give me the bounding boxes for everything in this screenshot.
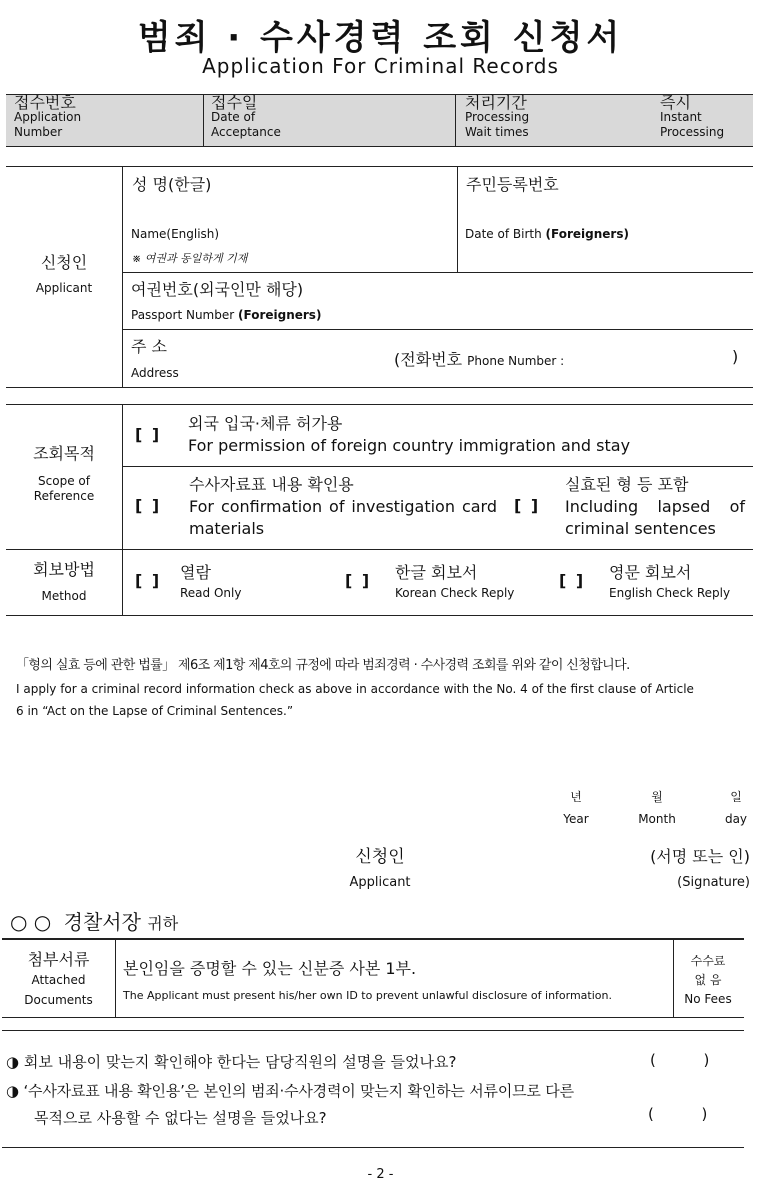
statement-english-2: 6 in “Act on the Lapse of Criminal Sentences.” xyxy=(16,704,294,718)
scope-option-lapsed-checkbox[interactable]: [ ] xyxy=(514,496,541,515)
page-title: 범죄 · 수사경력 조회 신청서 xyxy=(137,18,624,58)
statement-korean: 「형의 실효 등에 관한 법률」 제6조 제1항 제4호의 규정에 따라 범죄경력 · 수사경력 조회를 위와 같이 신청합니다. xyxy=(16,658,630,673)
scope-option-immigration: 외국 입국·체류 허가용 For permission of foreign country immigration and stay xyxy=(188,414,631,455)
method-read-only: 열람 Read Only xyxy=(180,563,242,600)
date-month[interactable]: 월 Month xyxy=(638,790,676,826)
method-english-reply: 영문 회보서 English Check Reply xyxy=(609,563,731,600)
scope-label: 조회목적 Scope of Reference xyxy=(33,444,95,503)
page-number: - 2 - xyxy=(367,1167,394,1182)
scope-option-immigration-checkbox[interactable]: [ ] xyxy=(135,425,162,444)
phone-label: (전화번호 Phone Number : xyxy=(394,350,565,369)
registration-number-field[interactable]: 주민등록번호 Date of Birth (Foreigners) xyxy=(465,175,629,241)
page-subtitle: Application For Criminal Records xyxy=(202,54,559,78)
method-korean-reply-checkbox[interactable]: [ ] xyxy=(345,571,372,590)
receipt-date-cell[interactable]: 접수일 Date of Acceptance xyxy=(211,93,281,139)
check-item-2: ◑ ‘수사자료표 내용 확인용’은 본인의 범죄·수사경력이 맞는지 확인하는 서류이므로 다른 목적으로 사용할 수 없다는 설명을 들었나요? xyxy=(6,1082,574,1127)
receipt-header-row xyxy=(6,94,753,146)
processing-period-cell: 처리기간 Processing Wait times xyxy=(465,93,530,139)
attachment-doc-ko: 본인임을 증명할 수 있는 신분증 사본 1부. xyxy=(123,959,417,978)
scope-option-investigation: 수사자료표 내용 확인용 For confirmation of investigation card materials xyxy=(189,475,497,538)
scope-option-investigation-checkbox[interactable]: [ ] xyxy=(135,496,162,515)
passport-en-label: Passport Number (Foreigners) xyxy=(131,308,322,322)
date-day[interactable]: 일 day xyxy=(724,790,748,826)
scope-option-lapsed: 실효된 형 등 포함 Including lapsed of criminal sentences xyxy=(565,475,745,538)
signature-field[interactable]: (서명 또는 인) (Signature) xyxy=(650,847,750,890)
processing-instant-value: 즉시 Instant Processing xyxy=(660,93,725,139)
check-item-2-answer[interactable]: ( ) xyxy=(648,1105,708,1123)
name-english-label: Name(English) xyxy=(131,227,220,241)
address-field[interactable]: 주 소 Address (전화번호 Phone Number : ) xyxy=(131,337,739,380)
date-year[interactable]: 년 Year xyxy=(563,790,589,826)
half-circle-icon: ◑ xyxy=(6,1082,19,1100)
attachment-doc-en: The Applicant must present his/her own ID to prevent unlawful disclosure of information. xyxy=(123,989,612,1002)
method-korean-reply: 한글 회보서 Korean Check Reply xyxy=(395,563,515,600)
name-field[interactable] xyxy=(122,166,457,272)
signature-applicant-label: 신청인 Applicant xyxy=(349,847,411,890)
statement-english-1: I apply for a criminal record information check as above in accordance with the No. 4 of the first clause of Article xyxy=(16,682,694,696)
check-item-1: ◑ 회보 내용이 맞는지 확인해야 한다는 담당직원의 설명을 들었나요? xyxy=(6,1053,457,1071)
method-english-reply-checkbox[interactable]: [ ] xyxy=(559,571,586,590)
method-label: 회보방법 Method xyxy=(33,560,95,603)
half-circle-icon: ◑ xyxy=(6,1053,20,1071)
applicant-label: 신청인 Applicant xyxy=(35,253,93,295)
passport-field[interactable]: 여권번호(외국인만 해당) Passport Number (Foreigners) xyxy=(131,280,322,322)
receipt-number-cell[interactable]: 접수번호 Application Number xyxy=(14,93,82,139)
check-item-1-answer[interactable]: ( ) xyxy=(650,1051,710,1069)
dob-label: Date of Birth (Foreigners) xyxy=(465,227,629,241)
attachment-label: 첨부서류 Attached Documents xyxy=(24,950,93,1007)
name-note: ※ 여권과 동일하게 기재 xyxy=(132,252,248,265)
fee-label: 수수료 없 음 No Fees xyxy=(684,954,732,1006)
addressee: ○ ○ 경찰서장 귀하 xyxy=(10,910,179,934)
method-read-only-checkbox[interactable]: [ ] xyxy=(135,571,162,590)
name-korean-label: 성 명(한글) xyxy=(132,175,212,194)
